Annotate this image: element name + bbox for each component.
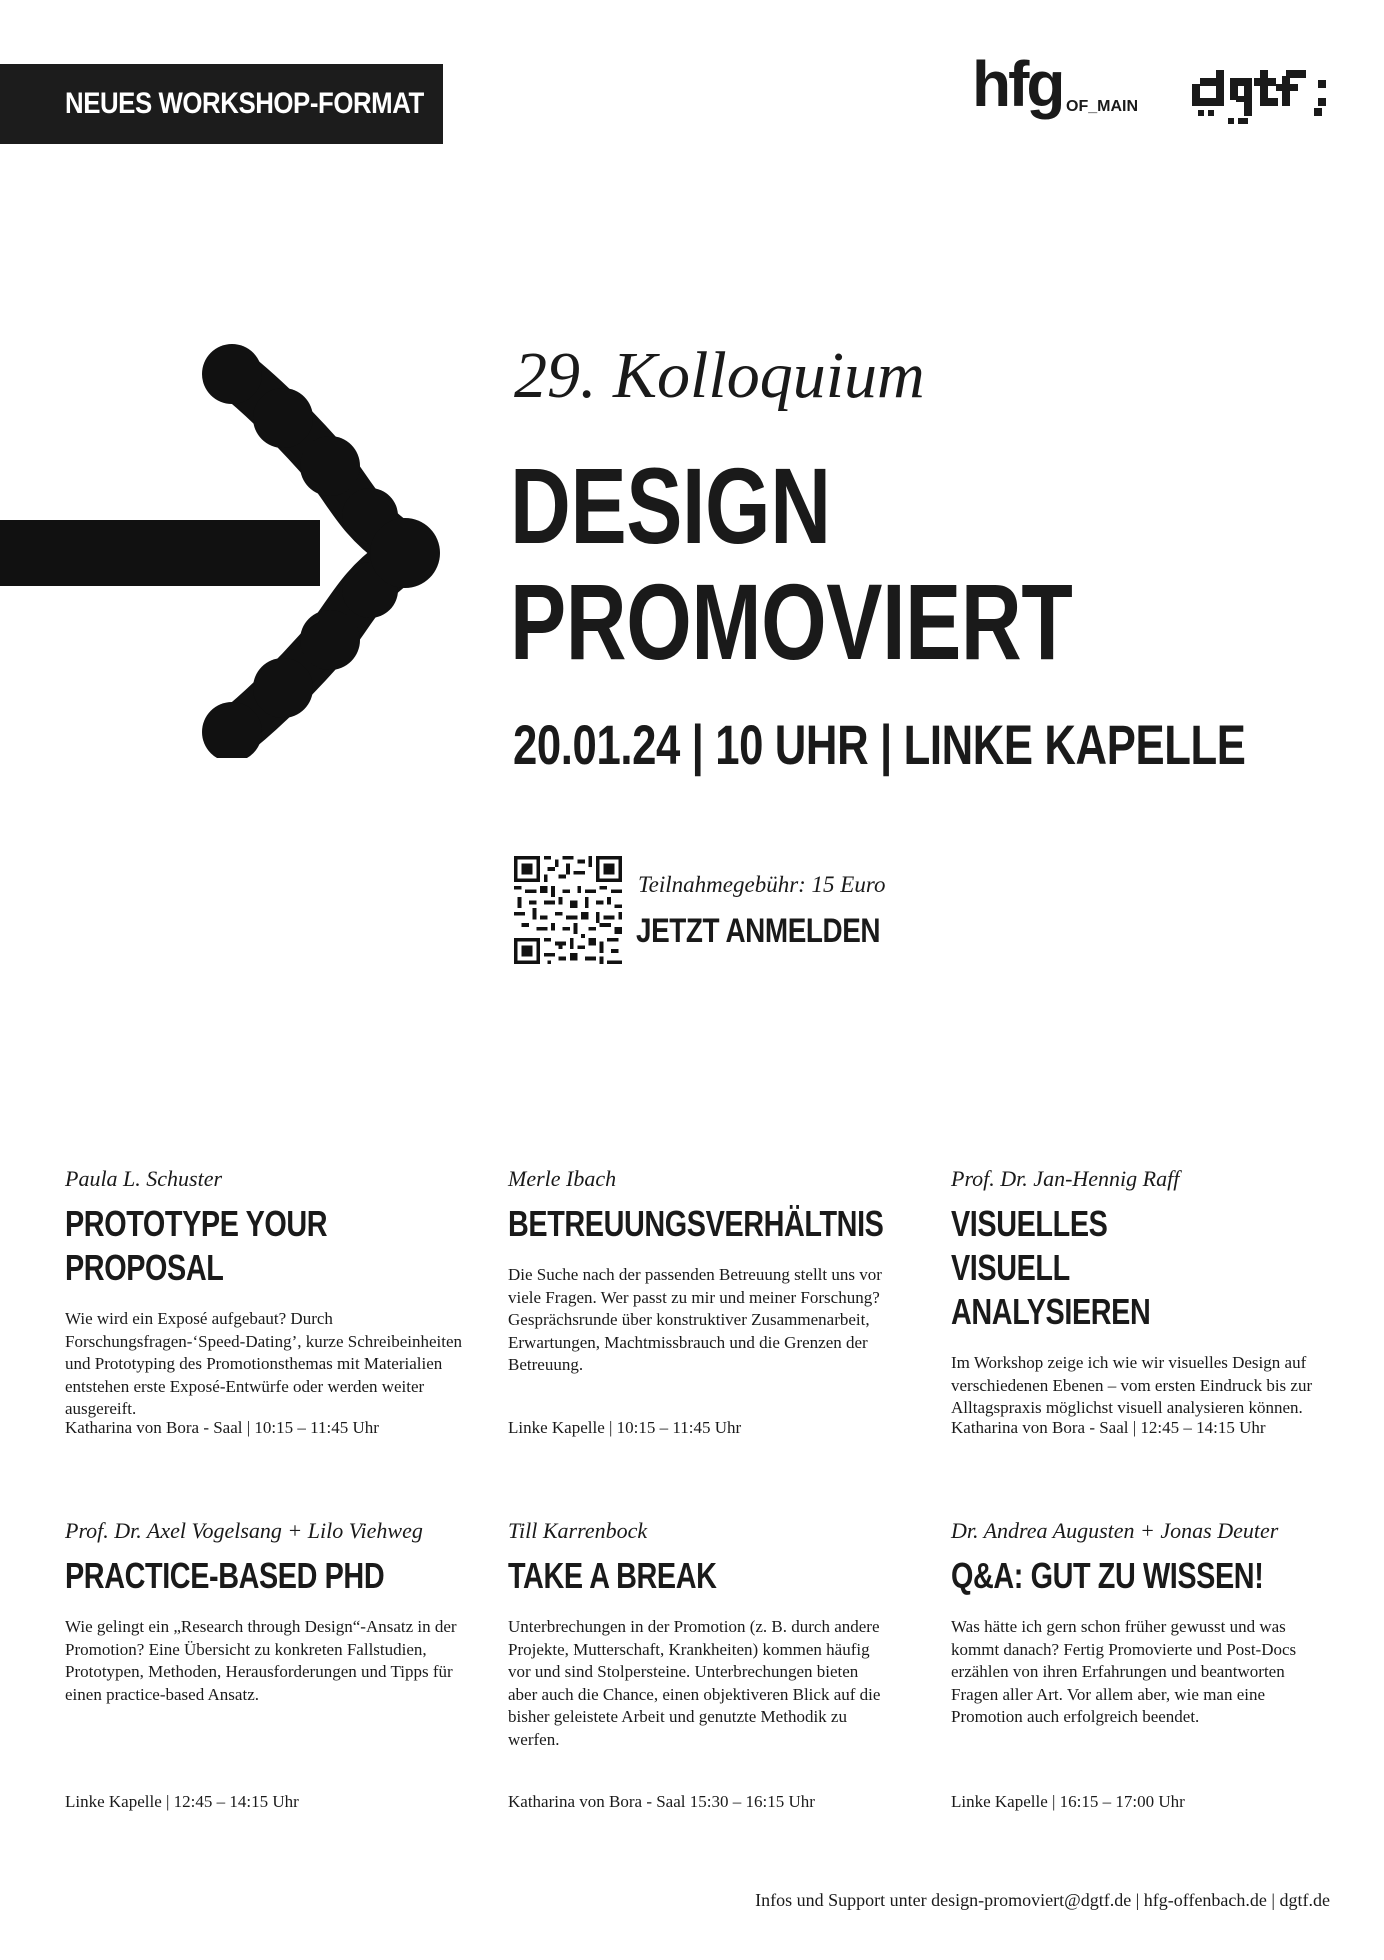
event-title	[510, 445, 1073, 682]
format-badge-label: NEUES WORKSHOP-FORMAT	[65, 87, 424, 120]
arrow-tip	[370, 518, 440, 588]
workshop-location-time: Katharina von Bora - Saal 15:30 – 16:15 Uhr	[508, 1792, 815, 1811]
footer-contact[interactable]: Infos und Support unter design-promoviert@dgtf.de | hfg-offenbach.de | dgtf.de	[755, 1890, 1330, 1910]
workshop-speaker: Paula L. Schuster	[65, 1166, 223, 1191]
workshop-card	[65, 1518, 465, 1818]
event-title-line-2: PROMOVIERT	[510, 561, 1073, 682]
registration-qr-code[interactable]	[514, 856, 622, 964]
workshop-card	[65, 1166, 465, 1446]
workshop-location-time: Linke Kapelle | 16:15 – 17:00 Uhr	[951, 1792, 1185, 1811]
workshop-speaker: Prof. Dr. Jan-Hennig Raff	[951, 1166, 1180, 1191]
event-edition: 29. Kolloquium	[514, 339, 925, 412]
workshop-location-time: Katharina von Bora - Saal | 10:15 – 11:45 Uhr	[65, 1418, 379, 1437]
hfg-logo	[972, 56, 1152, 136]
workshop-title: BETREUUNGSVERHÄLTNIS	[508, 1203, 884, 1244]
workshop-location-time: Katharina von Bora - Saal | 12:45 – 14:15 Uhr	[951, 1418, 1266, 1437]
workshop-speaker: Prof. Dr. Axel Vogelsang + Lilo Viehweg	[65, 1518, 423, 1543]
workshop-card	[951, 1518, 1331, 1818]
workshop-speaker: Till Karrenbock	[508, 1518, 648, 1543]
workshop-title: TAKE A BREAK	[508, 1555, 717, 1596]
workshop-location-time: Linke Kapelle | 10:15 – 11:45 Uhr	[508, 1418, 742, 1437]
workshop-title: PRACTICE-BASED PHD	[65, 1555, 385, 1596]
workshop-description: Was hätte ich gern schon früher gewusst und was kommt danach? Fertig Promovierte und Post-Docs erzählen von ihren Erfahrungen und beantworten Fragen aller Art. Vor allem aber, wie man eine Promotion auch erfolgreich beendet.	[951, 1617, 1297, 1726]
workshop-card	[508, 1166, 888, 1446]
hfg-logo-sub: OF_MAIN	[1066, 98, 1138, 115]
workshop-description: Unterbrechungen in der Promotion (z. B. durch andere Projekte, Mutterschaft, Krankheiten) kommen häufig vor und sind Stolpersteine. Unterbrechungen bieten aber auch die Chance, einen objektiveren Blick auf die bisher geleistete Arbeit und genutzte Methodik zu werfen.	[508, 1617, 881, 1749]
event-dateline: 20.01.24 | 10 UHR | LINKE KAPELLE	[513, 713, 1246, 776]
workshop-description: Wie wird ein Exposé aufgebaut? Durch Forschungsfragen-‘Speed-Dating’, kurze Schreibeinheiten und Prototyping des Promotionsthemas mit Materialien entstehen erste Exposé-Entwürfe oder werden weiter ausgereift.	[65, 1309, 463, 1418]
workshop-speaker: Merle Ibach	[508, 1166, 617, 1191]
format-badge	[0, 64, 443, 144]
workshop-title: VISUELLES VISUELL ANALYSIEREN	[951, 1203, 1151, 1332]
workshop-location-time: Linke Kapelle | 12:45 – 14:15 Uhr	[65, 1792, 299, 1811]
workshop-title: PROTOTYPE YOUR PROPOSAL	[65, 1203, 328, 1288]
workshop-description: Die Suche nach der passenden Betreuung stellt uns vor viele Fragen. Wer passt zu mir und meiner Forschung? Gesprächsrunde über konstruktiver Zusammenarbeit, Erwartungen, Machtmissbrauch und die Grenzen der Betreuung.	[508, 1265, 882, 1374]
hfg-logo-main: hfg	[972, 56, 1063, 120]
workshop-title: Q&A: GUT ZU WISSEN!	[951, 1555, 1264, 1596]
registration-fee: Teilnahmegebühr: 15 Euro	[638, 872, 886, 897]
workshop-speaker: Dr. Andrea Augusten + Jonas Deuter	[951, 1518, 1279, 1543]
workshop-card	[508, 1518, 888, 1818]
workshop-card	[951, 1166, 1331, 1446]
event-title-line-1: DESIGN	[510, 445, 831, 566]
workshop-description: Wie gelingt ein „Research through Design“-Ansatz in der Promotion? Eine Übersicht zu konkreten Fallstudien, Prototypen, Methoden, Herausforderungen und Tipps für einen practice-based Ansatz.	[65, 1617, 457, 1704]
dgtf-logo	[1190, 66, 1332, 132]
arrow-graphic	[0, 338, 450, 758]
arrow-shaft	[0, 520, 320, 586]
register-now-link[interactable]: JETZT ANMELDEN	[636, 912, 881, 950]
workshop-description: Im Workshop zeige ich wie wir visuelles Design auf verschiedenen Ebenen – vom ersten Eindruck bis zur Alltagspraxis möglichst visuell analysieren können.	[951, 1353, 1313, 1417]
